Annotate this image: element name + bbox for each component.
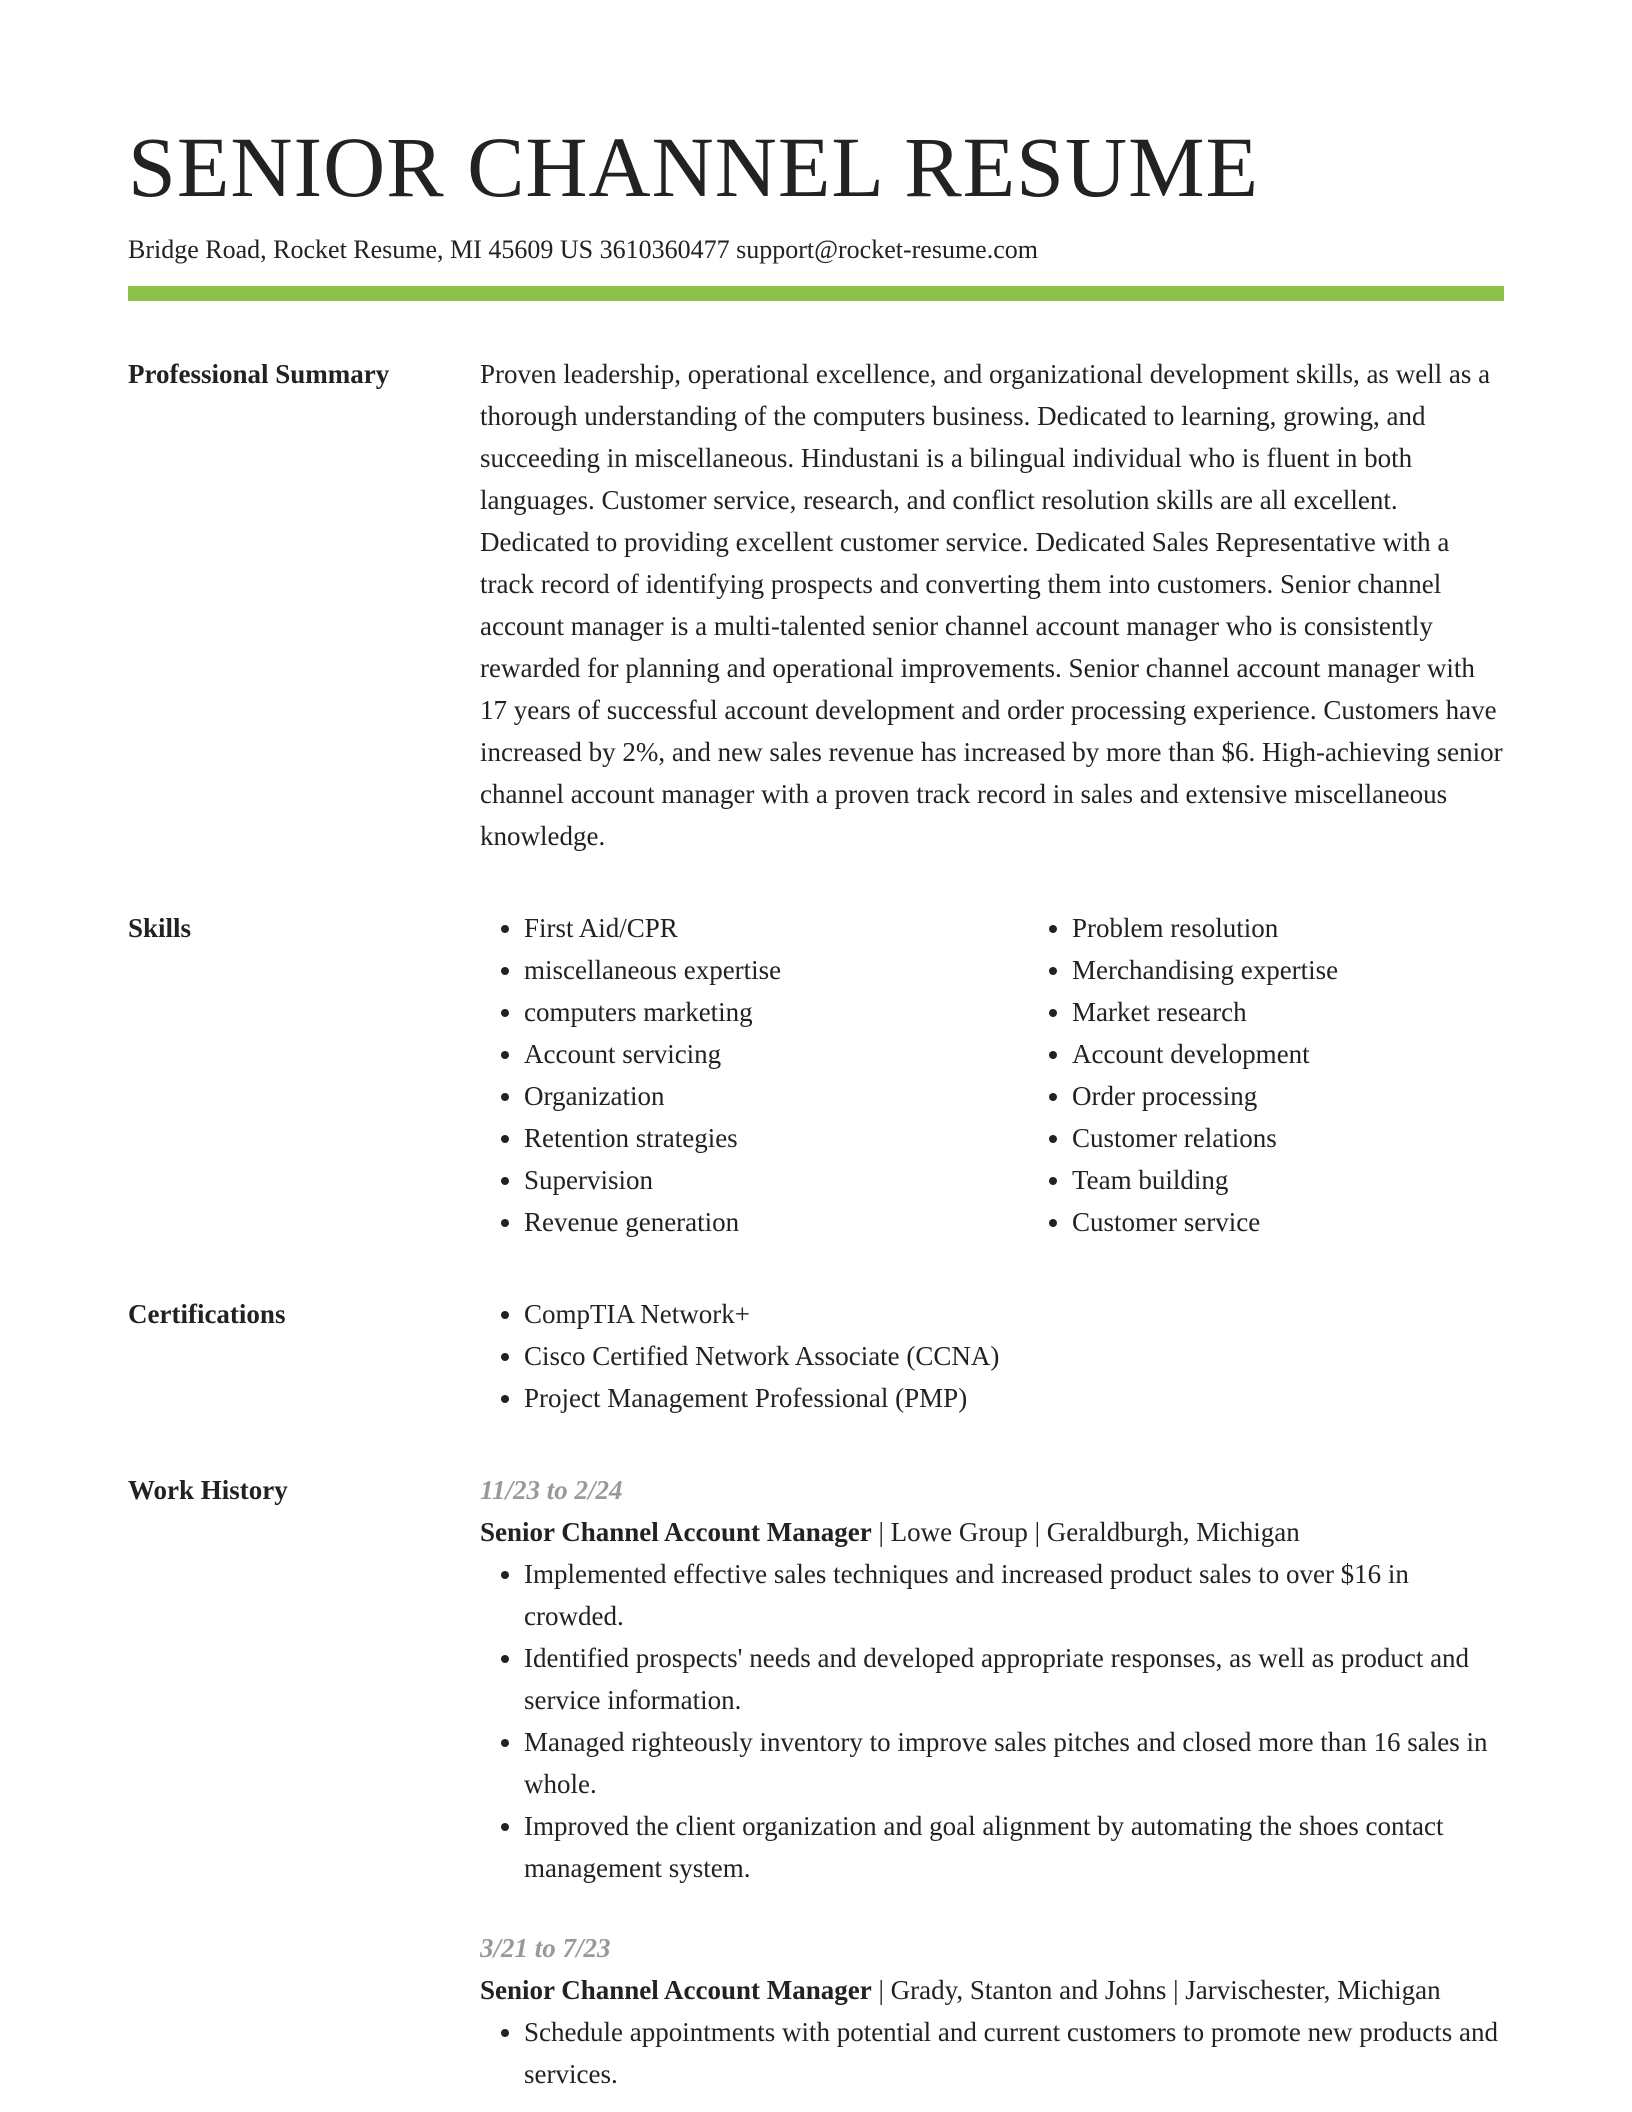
- accent-divider: [128, 286, 1504, 301]
- job-title: Senior Channel Account Manager: [480, 1517, 872, 1548]
- job-entry: [480, 1469, 1504, 1889]
- skill-item: • Supervision: [524, 1159, 1028, 1201]
- skill-item: • Revenue generation: [524, 1201, 1028, 1243]
- skills-section: [128, 907, 1504, 1243]
- skill-item: • First Aid/CPR: [524, 907, 1028, 949]
- job-title: Senior Channel Account Manager: [480, 1975, 872, 2006]
- skill-item: • Account development: [1072, 1033, 1576, 1075]
- skill-item: • Retention strategies: [524, 1117, 1028, 1159]
- skills-heading: Skills: [128, 913, 192, 944]
- contact-phone: 3610360477: [599, 234, 730, 264]
- job-bullet: • Schedule appointments with potential and current customers to promote new products and services.: [524, 2011, 1504, 2095]
- skill-item: • computers marketing: [524, 991, 1028, 1033]
- contact-line: [128, 233, 1504, 267]
- certifications-list: [480, 1293, 1504, 1419]
- skill-item: • Problem resolution: [1072, 907, 1576, 949]
- job-bullet: • Implemented effective sales techniques and increased product sales to over $16 in crowded.: [524, 1553, 1504, 1637]
- skill-item: • Customer service: [1072, 1201, 1576, 1243]
- summary-heading: Professional Summary: [128, 359, 390, 390]
- skill-item: • Team building: [1072, 1159, 1576, 1201]
- skill-item: • miscellaneous expertise: [524, 949, 1028, 991]
- summary-section: [128, 353, 1504, 857]
- job-employer-location: | Lowe Group | Geraldburgh, Michigan: [871, 1517, 1300, 1548]
- job-employer-location: | Grady, Stanton and Johns | Jarvischester, Michigan: [871, 1975, 1441, 2006]
- work-history-heading: Work History: [128, 1475, 288, 1506]
- job-dates: 3/21 to 7/23: [480, 1933, 611, 1964]
- job-heading: [480, 1511, 1504, 1553]
- resume-page: [128, 120, 1504, 2095]
- contact-email[interactable]: support@rocket-resume.com: [736, 234, 1038, 264]
- contact-address: Bridge Road, Rocket Resume, MI 45609 US: [128, 234, 594, 264]
- work-history-section: [128, 1469, 1504, 2095]
- skill-item: • Organization: [524, 1075, 1028, 1117]
- certification-item: • Project Management Professional (PMP): [524, 1377, 1504, 1419]
- certifications-heading: Certifications: [128, 1299, 286, 1330]
- skill-item: • Market research: [1072, 991, 1576, 1033]
- certification-item: • CompTIA Network+: [524, 1293, 1504, 1335]
- job-bullets: [480, 2011, 1504, 2095]
- skill-item: • Merchandising expertise: [1072, 949, 1576, 991]
- skills-list-right: [1028, 907, 1576, 1243]
- skill-item: • Order processing: [1072, 1075, 1576, 1117]
- job-heading: [480, 1969, 1504, 2011]
- skill-item: • Customer relations: [1072, 1117, 1576, 1159]
- job-dates: 11/23 to 2/24: [480, 1475, 623, 1506]
- job-bullet: • Identified prospects' needs and developed appropriate responses, as well as product and service information.: [524, 1637, 1504, 1721]
- job-bullet: • Managed righteously inventory to improve sales pitches and closed more than 16 sales in whole.: [524, 1721, 1504, 1805]
- job-bullets: [480, 1553, 1504, 1889]
- resume-title: SENIOR CHANNEL RESUME: [128, 119, 1260, 215]
- summary-text: Proven leadership, operational excellence, and organizational development skills, as well as a thorough understanding of the computers business. Dedicated to learning, growing, and succeeding in miscellaneous. Hindustani is a bilingual individual who is fluent in both languages. Customer service, research, and conflict resolution skills are all excellent. Dedicated to providing excellent customer service. Dedicated Sales Representative with a track record of identifying prospects and converting them into customers. Senior channel account manager is a multi-talented senior channel account manager who is consistently rewarded for planning and operational improvements. Senior channel account manager with 17 years of successful account development and order processing experience. Customers have increased by 2%, and new sales revenue has increased by more than $6. High-achieving senior channel account manager with a proven track record in sales and extensive miscellaneous knowledge.: [480, 359, 1503, 852]
- certifications-section: [128, 1293, 1504, 1419]
- skills-list-left: [480, 907, 1028, 1243]
- job-entry: [480, 1927, 1504, 2095]
- job-bullet: • Improved the client organization and goal alignment by automating the shoes contact management system.: [524, 1805, 1504, 1889]
- skill-item: • Account servicing: [524, 1033, 1028, 1075]
- certification-item: • Cisco Certified Network Associate (CCNA): [524, 1335, 1504, 1377]
